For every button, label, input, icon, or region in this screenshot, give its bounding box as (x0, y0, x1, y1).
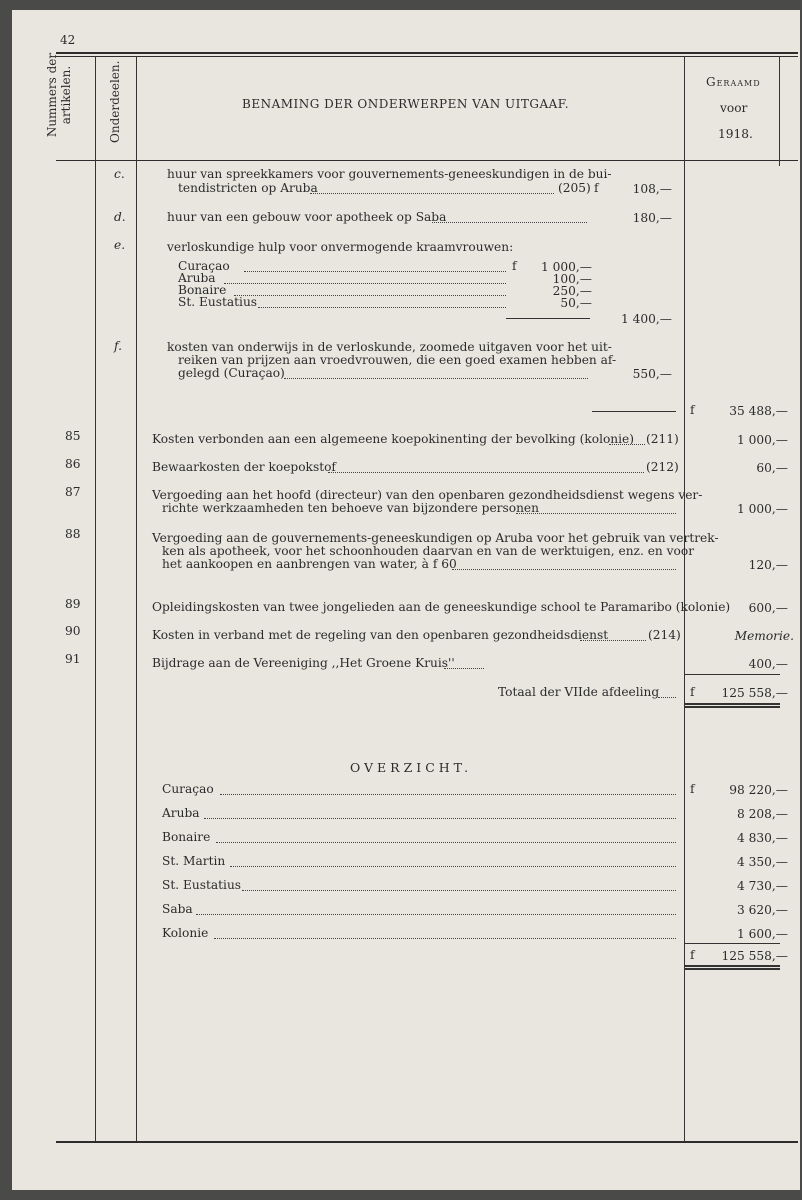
leader-dots (328, 470, 644, 473)
article-text: Bijdrage aan de Vereeniging ,,Het Groene Kruis'' (152, 656, 455, 670)
leader-dots (216, 840, 676, 843)
total-double-rule (684, 968, 780, 970)
article-text: Vergoeding aan het hoofd (directeur) van den openbaren gezondheidsdienst wegens ver- (152, 488, 703, 502)
sub-amount: 250,— (552, 284, 592, 298)
article-ref: (211) (646, 432, 679, 446)
overzicht-amount: 4 350,— (737, 855, 788, 869)
article-amount: 1 000,— (737, 433, 788, 447)
leader-dots (310, 191, 554, 194)
overzicht-name: St. Eustatius (162, 878, 242, 892)
leader-dots (580, 638, 646, 641)
item-text: verloskundige hulp voor onvermogende kraamvrouwen: (167, 240, 514, 254)
article-text: Kosten verbonden aan een algemeene koepokinenting der bevolking (kolonie) (152, 432, 635, 446)
article-amount: 600,— (748, 601, 788, 615)
article-text: het aankoopen en aanbrengen van water, à f 60 (162, 557, 457, 571)
overzicht-name: Kolonie (162, 926, 209, 940)
overzicht-amount: 4 830,— (737, 831, 788, 845)
article-text: richte werkzaamheden ten behoeve van bijzondere personen (162, 501, 539, 515)
sub-name: St. Eustatius (178, 295, 258, 309)
leader-dots (452, 567, 676, 570)
currency-symbol: f (690, 403, 695, 417)
page-number: 42 (60, 33, 76, 47)
total-amount: 125 558,— (721, 686, 788, 700)
article-text: Opleidingskosten van twee jongelieden aan de geneeskundige school te Paramaribo (kolonie) (152, 600, 731, 614)
sum-rule (506, 318, 590, 319)
overzicht-title: OVERZICHT. (350, 760, 473, 775)
currency-symbol: f (690, 782, 695, 796)
column-divider (684, 56, 685, 1141)
article-number: 87 (65, 485, 81, 499)
header-amount-geraamd: Geraamd (706, 75, 761, 89)
sub-amount: 1 000,— (541, 260, 592, 274)
sum-rule (592, 411, 676, 412)
overzicht-amount: 8 208,— (737, 807, 788, 821)
sub-name: Curaçao (178, 259, 230, 273)
article-text: ken als apotheek, voor het schoonhouden daarvan en van de werktuigen, enz. en voor (162, 544, 695, 558)
leader-dots (516, 511, 676, 514)
item-letter: e. (114, 238, 126, 252)
top-rule (56, 52, 798, 54)
article-amount: 60,— (756, 461, 788, 475)
currency-symbol: f (690, 948, 695, 962)
currency-symbol: f (690, 685, 695, 699)
item-amount: 550,— (632, 367, 672, 381)
item-text: reiken van prijzen aan vroedvrouwen, die een goed examen hebben af- (178, 353, 617, 367)
leader-dots (284, 376, 588, 379)
sub-amount: 100,— (552, 272, 592, 286)
item-ref: (205) (558, 181, 591, 195)
header-subdivision: Onderdeelen. (108, 60, 122, 143)
item-text: tendistricten op Aruba (178, 181, 318, 195)
article-number: 91 (65, 652, 81, 666)
sum-rule (684, 943, 780, 944)
item-text: huur van spreekkamers voor gouvernements-geneeskundigen in de bui- (167, 167, 612, 181)
column-divider (95, 56, 96, 1141)
article-text: Kosten in verband met de regeling van den openbaren gezondheidsdienst (152, 628, 609, 642)
item-amount: 108,— (632, 182, 672, 196)
article-number: 89 (65, 597, 81, 611)
total-label: Totaal der VIIde afdeeling (498, 685, 660, 699)
leader-dots (214, 936, 676, 939)
article-number: 85 (65, 429, 81, 443)
overzicht-name: Aruba (162, 806, 200, 820)
leader-dots (224, 281, 506, 284)
overzicht-amount: 4 730,— (737, 879, 788, 893)
sub-amount: 50,— (560, 296, 592, 310)
column-divider (136, 56, 137, 1141)
currency-symbol: f (594, 181, 599, 195)
article-ref: (214) (648, 628, 681, 642)
header-amount-voor: voor (720, 101, 748, 115)
item-text: huur van een gebouw voor apotheek op Saba (167, 210, 447, 224)
document-page (12, 10, 800, 1190)
article-ref: (212) (646, 460, 679, 474)
item-text: gelegd (Curaçao) (178, 366, 285, 380)
leader-dots (258, 305, 506, 308)
subtotal-amount: 35 488,— (729, 404, 788, 418)
article-amount: 1 000,— (737, 502, 788, 516)
currency-symbol: f (512, 259, 517, 273)
overzicht-name: Saba (162, 902, 193, 916)
overzicht-name: Curaçao (162, 782, 214, 796)
item-amount: 1 400,— (621, 312, 672, 326)
overzicht-total: 125 558,— (721, 949, 788, 963)
leader-dots (432, 220, 587, 223)
item-letter: c. (114, 167, 125, 181)
total-double-rule (684, 703, 780, 705)
leader-dots (230, 864, 676, 867)
item-letter: f. (114, 339, 122, 353)
header-article-number: Nummers der artikelen. (45, 52, 73, 138)
leader-dots (220, 792, 676, 795)
sub-name: Bonaire (178, 283, 227, 297)
header-amount-year: 1918. (718, 127, 753, 141)
leader-dots (196, 912, 676, 915)
article-amount: Memorie. (734, 629, 794, 643)
total-double-rule (684, 965, 780, 967)
total-double-rule (684, 706, 780, 708)
article-number: 86 (65, 457, 81, 471)
item-letter: d. (114, 210, 126, 224)
article-number: 90 (65, 624, 81, 638)
leader-dots (204, 816, 676, 819)
leader-dots (658, 695, 676, 698)
overzicht-name: Bonaire (162, 830, 211, 844)
article-amount: 400,— (748, 657, 788, 671)
article-text: Vergoeding aan de gouvernements-geneeskundigen op Aruba voor het gebruik van vertrek- (152, 531, 719, 545)
overzicht-name: St. Martin (162, 854, 226, 868)
overzicht-amount: 98 220,— (729, 783, 788, 797)
leader-dots (242, 888, 676, 891)
leader-dots (444, 666, 484, 669)
item-text: kosten van onderwijs in de verloskunde, zoomede uitgaven voor het uit- (167, 340, 612, 354)
overzicht-amount: 1 600,— (737, 927, 788, 941)
top-rule-thin (56, 56, 798, 57)
sub-name: Aruba (178, 271, 216, 285)
bottom-rule (56, 1141, 798, 1143)
leader-dots (234, 293, 506, 296)
header-rule (56, 160, 798, 161)
article-number: 88 (65, 527, 81, 541)
column-divider (779, 56, 780, 166)
leader-dots (244, 269, 506, 272)
sum-rule (684, 674, 780, 675)
leader-dots (609, 442, 645, 445)
header-title: BENAMING DER ONDERWERPEN VAN UITGAAF. (242, 97, 570, 111)
item-amount: 180,— (632, 211, 672, 225)
article-text: Bewaarkosten der koepokstof (152, 460, 336, 474)
overzicht-amount: 3 620,— (737, 903, 788, 917)
article-amount: 120,— (748, 558, 788, 572)
